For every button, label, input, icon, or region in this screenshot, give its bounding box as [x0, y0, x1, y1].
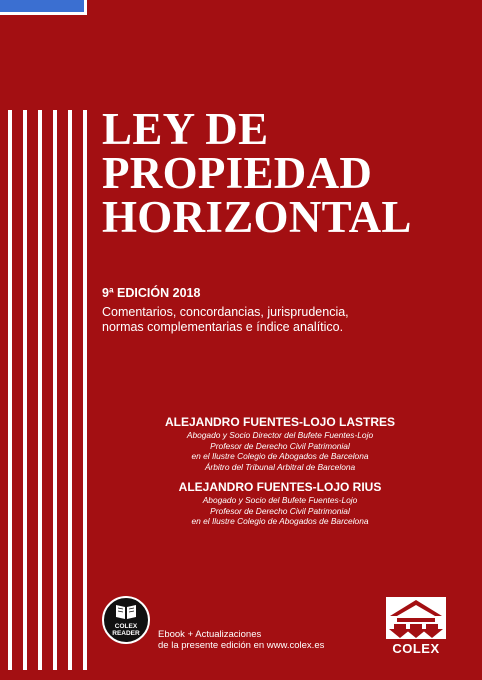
stripe — [23, 110, 27, 670]
stripe — [83, 110, 87, 670]
ebook-line-2: de la presente edición en www.colex.es — [158, 640, 325, 651]
edition-label: 9ª EDICIÓN 2018 — [102, 286, 201, 300]
corner-tab — [0, 0, 87, 15]
author-role: Abogado y Socio Director del Bufete Fuentes-Lojo — [186, 430, 374, 440]
description-line-1: Comentarios, concordancias, jurisprudencia, — [102, 305, 349, 319]
publisher-name: COLEX — [392, 641, 440, 656]
author-role: en el Ilustre Colegio de Abogados de Barcelona — [191, 451, 369, 461]
author-name-2: ALEJANDRO FUENTES-LOJO RIUS — [178, 480, 382, 494]
author-name-1: ALEJANDRO FUENTES-LOJO LASTRES — [164, 415, 395, 429]
ebook-line-1: Ebook + Actualizaciones — [158, 629, 262, 640]
author-roles-1 — [160, 430, 400, 472]
author-roles-2 — [160, 495, 400, 527]
author-role: Profesor de Derecho Civil Patrimonial — [210, 505, 350, 516]
stripe — [68, 110, 72, 670]
open-book-icon — [115, 603, 137, 620]
stripe — [38, 110, 42, 670]
colex-house-arrows-icon — [386, 597, 446, 639]
description-line-2: normas complementarias e índice analítico. — [102, 320, 344, 334]
author-role: Profesor de Derecho Civil Patrimonial — [210, 440, 350, 451]
title-line-1: LEY DE — [102, 104, 269, 154]
decorative-stripes — [0, 110, 92, 670]
book-title — [102, 104, 412, 242]
author-role: en el Ilustre Colegio de Abogados de Barcelona — [191, 516, 369, 526]
author-role: Árbitro del Tribunal Arbitral de Barcelona — [204, 461, 356, 472]
ebook-note — [158, 629, 324, 651]
description — [102, 305, 349, 335]
author-role: Abogado y Socio del Bufete Fuentes-Lojo — [202, 495, 358, 505]
reader-badge-line-1: COLEX — [114, 623, 138, 630]
title-line-3: HORIZONTAL — [102, 192, 412, 242]
title-line-2: PROPIEDAD — [102, 148, 373, 198]
stripe — [53, 110, 57, 670]
reader-badge-line-2: READER — [112, 630, 140, 637]
stripe — [8, 110, 12, 670]
colex-reader-badge — [102, 596, 150, 644]
